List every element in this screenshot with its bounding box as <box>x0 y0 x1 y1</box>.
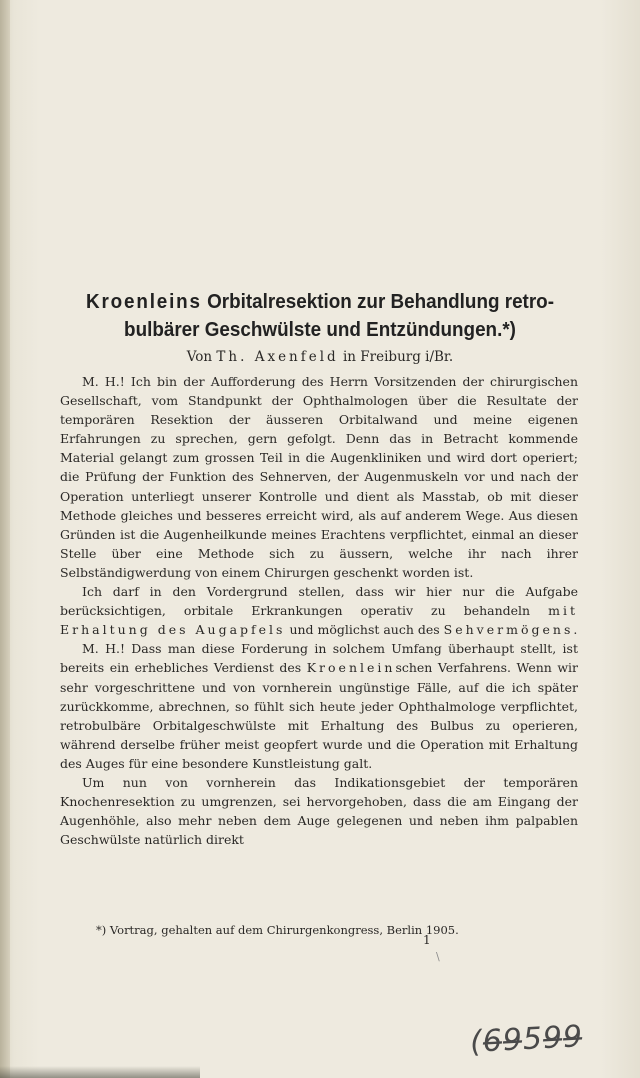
title-author-name: Kroenleins <box>86 290 202 313</box>
footnote: *) Vortrag, gehalten auf dem Chirurgenkongress, Berlin 1905. <box>96 923 459 937</box>
paragraph-2 <box>60 582 578 639</box>
byline-suffix: in Freiburg i/Br. <box>338 349 454 365</box>
paragraph-2-text-c: . <box>573 622 578 638</box>
paragraph-2-emphasis-2: Sehvermögens <box>443 622 574 638</box>
paragraph-3-text-b: schen Verfahrens. Wenn wir sehr vorgeschrittene und von vornherein ungünstige Fälle, auf die ich später zurückkomme, abrechnen, so fühlt sich heute jeder Ophthalmologe verpflichtet, retrobulbäre Orbitalgeschwülste mit Erhaltung des Bulbus zu operieren, während derselbe früher meist geopfert wurde und die Operation mit Erhaltung des Auges für eine besondere Kunstleistung galt. <box>60 660 578 771</box>
paragraph-2-emphasis: mit Erhaltung des Augapfels <box>60 603 578 638</box>
paragraph-2-text-b: und möglichst auch des <box>285 622 444 638</box>
paragraph-3 <box>60 639 578 773</box>
paragraph-4: Um nun von vornherein das Indikationsgebiet der temporären Knochenresektion zu umgrenzen, sei hervorgehoben, dass die am Eingang der Augenhöhle, also mehr neben dem Auge gelegenen und neben ihm palpablen Geschwülste natürlich direkt <box>60 774 578 848</box>
paragraph-1: M. H.! Ich bin der Aufforderung des Herrn Vorsitzenden der chirurgischen Gesellschaft, vom Standpunkt der Ophthalmologen über die Resultate der temporären Resektion der äusseren Orbitalwand und meine eigenen Erfahrungen zu sprechen, gern gefolgt. Denn das in Betracht kommende Material gelangt zum grossen Teil in die Augenkliniken und wird dort operiert; die Prüfung der Funktion des Sehnerven, der Augenmuskeln vor und nach der Operation unterliegt unserer Kontrolle und dient als Masstab, ob mit dieser Methode gleiches und besseres erreicht wird, als auf anderem Wege. Aus diesen Gründen ist die Augenheilkunde meines Erachtens verpflichtet, einmal an dieser Stelle über eine Methode sich zu äussern, welche ihr nach ihrer Selbständigwerdung von einem Chirurgen geschenkt worden ist. <box>60 374 578 580</box>
byline-author: Th. Axenfeld <box>216 349 339 365</box>
paragraph-3-emphasis: Kroenlein <box>306 660 396 676</box>
small-mark: \ <box>436 950 440 963</box>
byline-prefix: Von <box>186 349 217 365</box>
handwritten-shelf-mark: (6̶9̶59̶9̶ <box>469 1019 584 1060</box>
page-number: 1 <box>423 933 431 947</box>
article-title <box>62 288 577 344</box>
article-body <box>60 372 578 849</box>
title-line2: bulbärer Geschwülste und Entzündungen.*) <box>124 318 516 341</box>
byline <box>40 349 600 365</box>
paragraph-3-text-a: M. H.! Dass man diese Forderung in solchem Umfang überhaupt stellt, ist bereits ein erhebliches Verdienst des <box>60 641 578 676</box>
paragraph-2-text-a: Ich darf in den Vordergrund stellen, dass wir hier nur die Aufgabe berücksichtigen, orbitale Erkrankungen operativ zu behandeln <box>60 584 578 619</box>
title-line1-rest: Orbitalresektion zur Behandlung retro- <box>201 290 554 313</box>
book-spine-shadow <box>0 0 10 1078</box>
bottom-edge-shadow <box>0 1066 200 1078</box>
